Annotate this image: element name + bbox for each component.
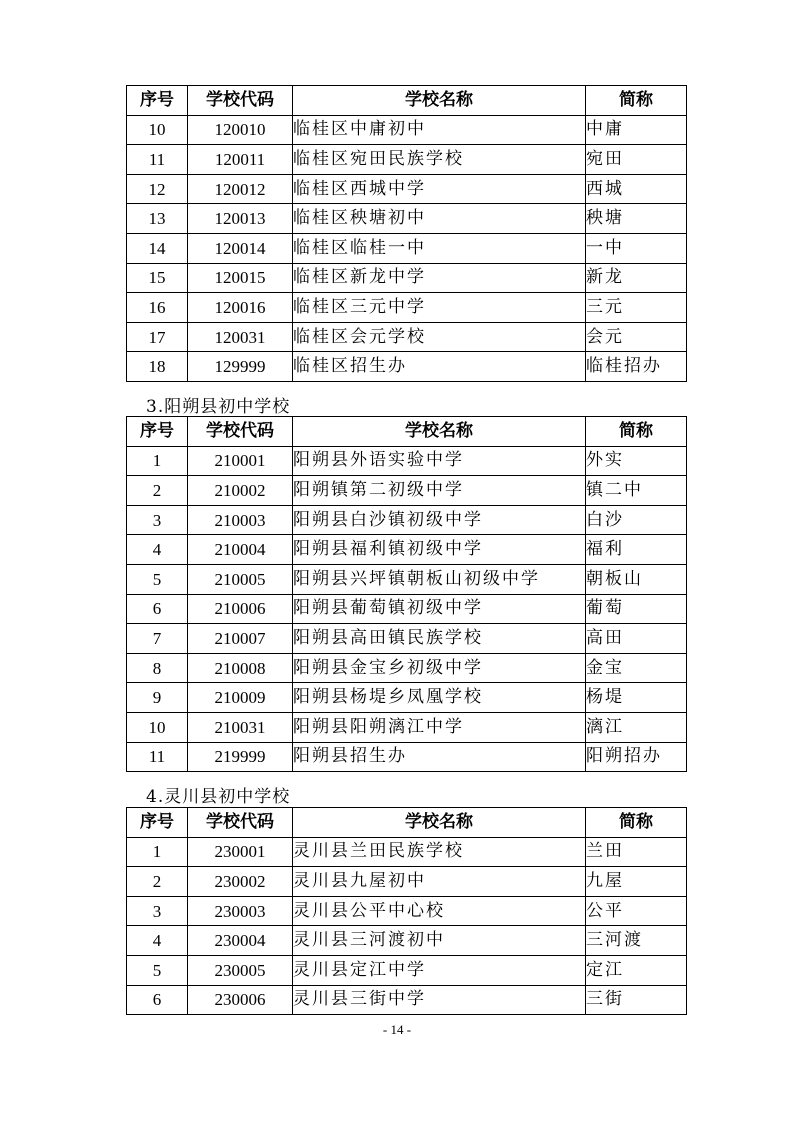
table-row <box>127 653 687 683</box>
cell-short-name: 临桂招办 <box>586 352 687 382</box>
cell-school-code: 120010 <box>188 115 293 145</box>
table-row <box>127 837 687 867</box>
table-row <box>127 926 687 956</box>
cell-school-name: 临桂区秧塘初中 <box>293 204 586 234</box>
cell-index: 1 <box>127 837 188 867</box>
school-table-yangshuo <box>126 416 687 772</box>
cell-short-name: 阳朔招办 <box>586 742 687 772</box>
column-header-index: 序号 <box>127 808 188 838</box>
cell-short-name: 中庸 <box>586 115 687 145</box>
cell-school-name: 阳朔县福利镇初级中学 <box>293 535 586 565</box>
table-row <box>127 867 687 897</box>
table-row <box>127 564 687 594</box>
cell-school-name: 阳朔县杨堤乡凤凰学校 <box>293 683 586 713</box>
cell-school-code: 210031 <box>188 712 293 742</box>
cell-short-name: 白沙 <box>586 505 687 535</box>
school-table-lingchuan <box>126 807 687 1015</box>
table-row <box>127 955 687 985</box>
cell-school-name: 临桂区西城中学 <box>293 174 586 204</box>
cell-school-code: 120012 <box>188 174 293 204</box>
cell-index: 15 <box>127 263 188 293</box>
cell-school-name: 阳朔县阳朔漓江中学 <box>293 712 586 742</box>
table-row <box>127 145 687 175</box>
cell-school-code: 230002 <box>188 867 293 897</box>
table-row <box>127 476 687 506</box>
cell-school-name: 临桂区宛田民族学校 <box>293 145 586 175</box>
cell-short-name: 会元 <box>586 322 687 352</box>
table-row <box>127 683 687 713</box>
cell-index: 7 <box>127 624 188 654</box>
cell-short-name: 三元 <box>586 293 687 323</box>
cell-school-name: 灵川县九屋初中 <box>293 867 586 897</box>
cell-school-name: 临桂区会元学校 <box>293 322 586 352</box>
table-header-row <box>127 417 687 447</box>
cell-index: 2 <box>127 867 188 897</box>
cell-short-name: 一中 <box>586 233 687 263</box>
table-row <box>127 535 687 565</box>
cell-school-code: 219999 <box>188 742 293 772</box>
table-row <box>127 263 687 293</box>
cell-short-name: 杨堤 <box>586 683 687 713</box>
column-header-code: 学校代码 <box>188 417 293 447</box>
cell-school-code: 230005 <box>188 955 293 985</box>
page-number: - 14 - <box>382 1022 412 1037</box>
cell-index: 1 <box>127 446 188 476</box>
cell-short-name: 漓江 <box>586 712 687 742</box>
cell-school-code: 230006 <box>188 985 293 1015</box>
cell-short-name: 高田 <box>586 624 687 654</box>
cell-short-name: 金宝 <box>586 653 687 683</box>
section-heading-yangshuo: 3.阳朔县初中学校 <box>146 397 291 417</box>
table-row <box>127 742 687 772</box>
cell-short-name: 外实 <box>586 446 687 476</box>
cell-school-code: 210007 <box>188 624 293 654</box>
table-row <box>127 322 687 352</box>
table-row <box>127 115 687 145</box>
column-header-short: 简称 <box>586 86 687 116</box>
column-header-index: 序号 <box>127 417 188 447</box>
table-row <box>127 505 687 535</box>
table-row <box>127 594 687 624</box>
cell-index: 11 <box>127 145 188 175</box>
cell-school-code: 230001 <box>188 837 293 867</box>
cell-school-name: 灵川县三河渡初中 <box>293 926 586 956</box>
column-header-code: 学校代码 <box>188 86 293 116</box>
table-row <box>127 174 687 204</box>
cell-school-name: 阳朔县白沙镇初级中学 <box>293 505 586 535</box>
cell-school-name: 临桂区临桂一中 <box>293 233 586 263</box>
school-table-lingui <box>126 85 687 382</box>
column-header-name: 学校名称 <box>293 417 586 447</box>
table-row <box>127 712 687 742</box>
cell-school-code: 230004 <box>188 926 293 956</box>
cell-index: 14 <box>127 233 188 263</box>
table-row <box>127 204 687 234</box>
cell-index: 18 <box>127 352 188 382</box>
cell-short-name: 秧塘 <box>586 204 687 234</box>
cell-school-code: 120014 <box>188 233 293 263</box>
cell-short-name: 三街 <box>586 985 687 1015</box>
cell-school-name: 临桂区新龙中学 <box>293 263 586 293</box>
cell-school-code: 210009 <box>188 683 293 713</box>
column-header-code: 学校代码 <box>188 808 293 838</box>
cell-index: 3 <box>127 896 188 926</box>
cell-index: 10 <box>127 115 188 145</box>
table-row <box>127 352 687 382</box>
cell-school-name: 阳朔县葡萄镇初级中学 <box>293 594 586 624</box>
cell-index: 13 <box>127 204 188 234</box>
cell-short-name: 葡萄 <box>586 594 687 624</box>
cell-school-name: 灵川县三街中学 <box>293 985 586 1015</box>
cell-school-name: 阳朔县招生办 <box>293 742 586 772</box>
column-header-short: 简称 <box>586 417 687 447</box>
cell-short-name: 新龙 <box>586 263 687 293</box>
cell-short-name: 镇二中 <box>586 476 687 506</box>
cell-index: 12 <box>127 174 188 204</box>
cell-school-code: 210006 <box>188 594 293 624</box>
cell-short-name: 定江 <box>586 955 687 985</box>
cell-short-name: 九屋 <box>586 867 687 897</box>
cell-short-name: 福利 <box>586 535 687 565</box>
cell-school-code: 120016 <box>188 293 293 323</box>
cell-index: 2 <box>127 476 188 506</box>
cell-school-code: 120031 <box>188 322 293 352</box>
column-header-short: 简称 <box>586 808 687 838</box>
cell-school-code: 230003 <box>188 896 293 926</box>
cell-school-name: 灵川县定江中学 <box>293 955 586 985</box>
cell-short-name: 宛田 <box>586 145 687 175</box>
cell-school-name: 阳朔县金宝乡初级中学 <box>293 653 586 683</box>
cell-school-code: 129999 <box>188 352 293 382</box>
cell-school-name: 阳朔镇第二初级中学 <box>293 476 586 506</box>
cell-school-name: 临桂区三元中学 <box>293 293 586 323</box>
cell-school-code: 210004 <box>188 535 293 565</box>
cell-index: 9 <box>127 683 188 713</box>
cell-short-name: 三河渡 <box>586 926 687 956</box>
cell-index: 17 <box>127 322 188 352</box>
cell-short-name: 公平 <box>586 896 687 926</box>
cell-index: 8 <box>127 653 188 683</box>
cell-school-name: 临桂区招生办 <box>293 352 586 382</box>
cell-school-name: 阳朔县兴坪镇朝板山初级中学 <box>293 564 586 594</box>
cell-school-code: 120015 <box>188 263 293 293</box>
cell-school-name: 临桂区中庸初中 <box>293 115 586 145</box>
cell-school-code: 210002 <box>188 476 293 506</box>
column-header-index: 序号 <box>127 86 188 116</box>
cell-index: 10 <box>127 712 188 742</box>
cell-index: 6 <box>127 594 188 624</box>
cell-index: 16 <box>127 293 188 323</box>
cell-index: 11 <box>127 742 188 772</box>
column-header-name: 学校名称 <box>293 86 586 116</box>
table-row <box>127 446 687 476</box>
cell-short-name: 朝板山 <box>586 564 687 594</box>
cell-school-code: 120013 <box>188 204 293 234</box>
cell-school-code: 210001 <box>188 446 293 476</box>
cell-school-name: 阳朔县高田镇民族学校 <box>293 624 586 654</box>
cell-school-code: 120011 <box>188 145 293 175</box>
column-header-name: 学校名称 <box>293 808 586 838</box>
table-row <box>127 985 687 1015</box>
table-row <box>127 896 687 926</box>
cell-school-name: 灵川县公平中心校 <box>293 896 586 926</box>
cell-short-name: 兰田 <box>586 837 687 867</box>
cell-short-name: 西城 <box>586 174 687 204</box>
cell-school-code: 210003 <box>188 505 293 535</box>
cell-index: 4 <box>127 926 188 956</box>
table-row <box>127 293 687 323</box>
table-header-row <box>127 808 687 838</box>
cell-school-name: 阳朔县外语实验中学 <box>293 446 586 476</box>
cell-index: 5 <box>127 955 188 985</box>
cell-school-name: 灵川县兰田民族学校 <box>293 837 586 867</box>
cell-index: 5 <box>127 564 188 594</box>
cell-index: 6 <box>127 985 188 1015</box>
table-header-row <box>127 86 687 116</box>
section-heading-lingchuan: 4.灵川县初中学校 <box>146 787 291 807</box>
cell-school-code: 210005 <box>188 564 293 594</box>
table-row <box>127 233 687 263</box>
table-row <box>127 624 687 654</box>
cell-index: 3 <box>127 505 188 535</box>
cell-index: 4 <box>127 535 188 565</box>
cell-school-code: 210008 <box>188 653 293 683</box>
